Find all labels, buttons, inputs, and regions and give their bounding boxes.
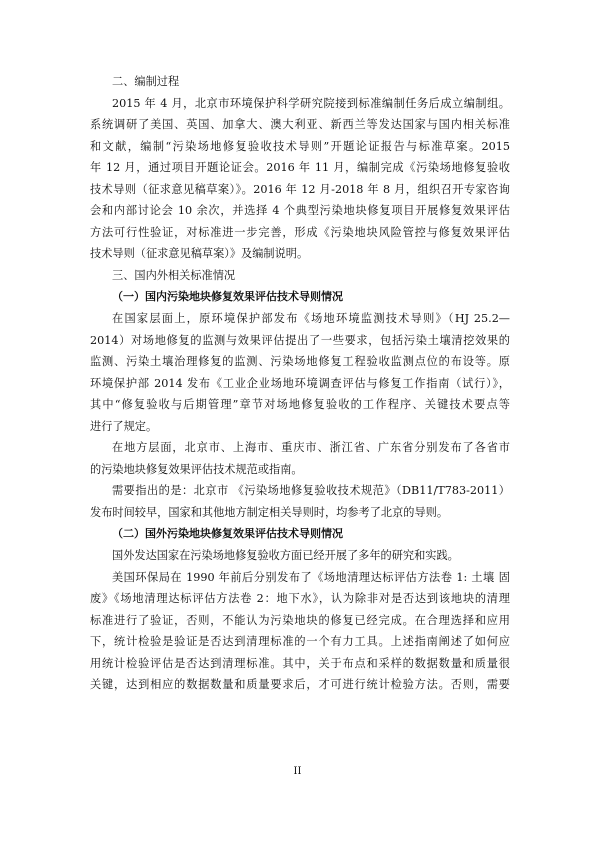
paragraph-line: 国外发达国家在污染场地修复验收方面已经开展了多年的研究和实践。 [112,549,459,563]
paragraph-line: 关键，达到相应的数据数量和质量要求后，才可进行统计检验方法。否则，需要 [90,678,510,692]
page-number: II [293,766,302,777]
paragraph-line: 在地方层面，北京市、上海市、重庆市、浙江省、广东省分别发布了各省市 [112,441,510,455]
paragraph-line: 2015 年 4 月，北京市环境保护科学研究院接到标准编制任务后成立编制组。 [112,96,510,110]
paragraph-line: 用统计检验评估是否达到清理标准。其中，关于布点和采样的数据数量和质量很 [90,656,510,670]
paragraph-line: 在国家层面上，原环境保护部发布《场地环境监测技术导则》（HJ 25.2— [112,312,510,326]
paragraph-line: 需要指出的是：北京市 《污染场地修复验收技术规范》（DB11/T783-2011） [112,484,510,498]
paragraph-line: 监测、污染土壤治理修复的监测、污染场地修复工程验收监测点位的布设等。原 [90,355,510,369]
paragraph-line: 会和内部讨论会 10 余次，并选择 4 个典型污染地块修复项目开展修复效果评估 [90,204,510,218]
subsection-heading-domestic: （一）国内污染地块修复效果评估技术导则情况 [112,290,343,304]
paragraph-line: 方法可行性验证，对标准进一步完善，形成《污染地块风险管控与修复效果评估 [90,225,510,239]
paragraph-line: 进行了规定。 [90,419,158,433]
section-heading-compilation-process: 二、编制过程 [112,75,180,88]
paragraph-line: 标准进行了验证，否则，不能认为污染地块的修复已经完成。在合理选择和应用 [90,613,510,627]
paragraph-line: 和文献，编制“污染场地修复验收技术导则”开题论证报告与标准草案。2015 [90,139,510,153]
paragraph-line: 下，统计检验是验证是否达到清理标准的一个有力工具。上述指南阐述了如何应 [90,635,510,649]
document-body [90,71,510,696]
subsection-heading-foreign: （二）国外污染地块修复效果评估技术导则情况 [112,527,343,541]
paragraph-line: 废》《场地清理达标评估方法卷 2：地下水》，认为除非对是否达到该地块的清理 [90,592,510,606]
section-heading-standards: 三、国内外相关标准情况 [112,268,236,282]
paragraph-line: 年 12 月，通过项目开题论证会。2016 年 11 月，编制完成《污染场地修复验收 [90,161,510,175]
paragraph-line: 技术导则（征求意见稿草案）》。2016 年 12 月-2018 年 8 月，组织召开专家咨询 [90,182,510,196]
paragraph-line: 美国环保局在 1990 年前后分别发布了《场地清理达标评估方法卷 1: 土壤 固 [112,570,510,584]
paragraph-line: 系统调研了美国、英国、加拿大、澳大利亚、新西兰等发达国家与国内相关标准 [90,118,510,132]
paragraph-line: 2014）对场地修复的监测与效果评估提出了一些要求，包括污染土壤清挖效果的 [90,333,510,347]
paragraph-line: 技术导则（征求意见稿草案）》及编制说明。 [90,247,309,261]
paragraph-line: 发布时间较早，国家和其他地方制定相关导则时，均参考了北京的导则。 [90,505,449,519]
paragraph-line: 其中“修复验收与后期管理”章节对场地修复验收的工作程序、关键技术要点等 [90,398,510,412]
paragraph-line: 的污染地块修复效果评估技术规范或指南。 [90,462,303,476]
paragraph-line: 环境保护部 2014 发布《工业企业场地环境调查评估与修复工作指南（试行）》， [90,376,510,390]
